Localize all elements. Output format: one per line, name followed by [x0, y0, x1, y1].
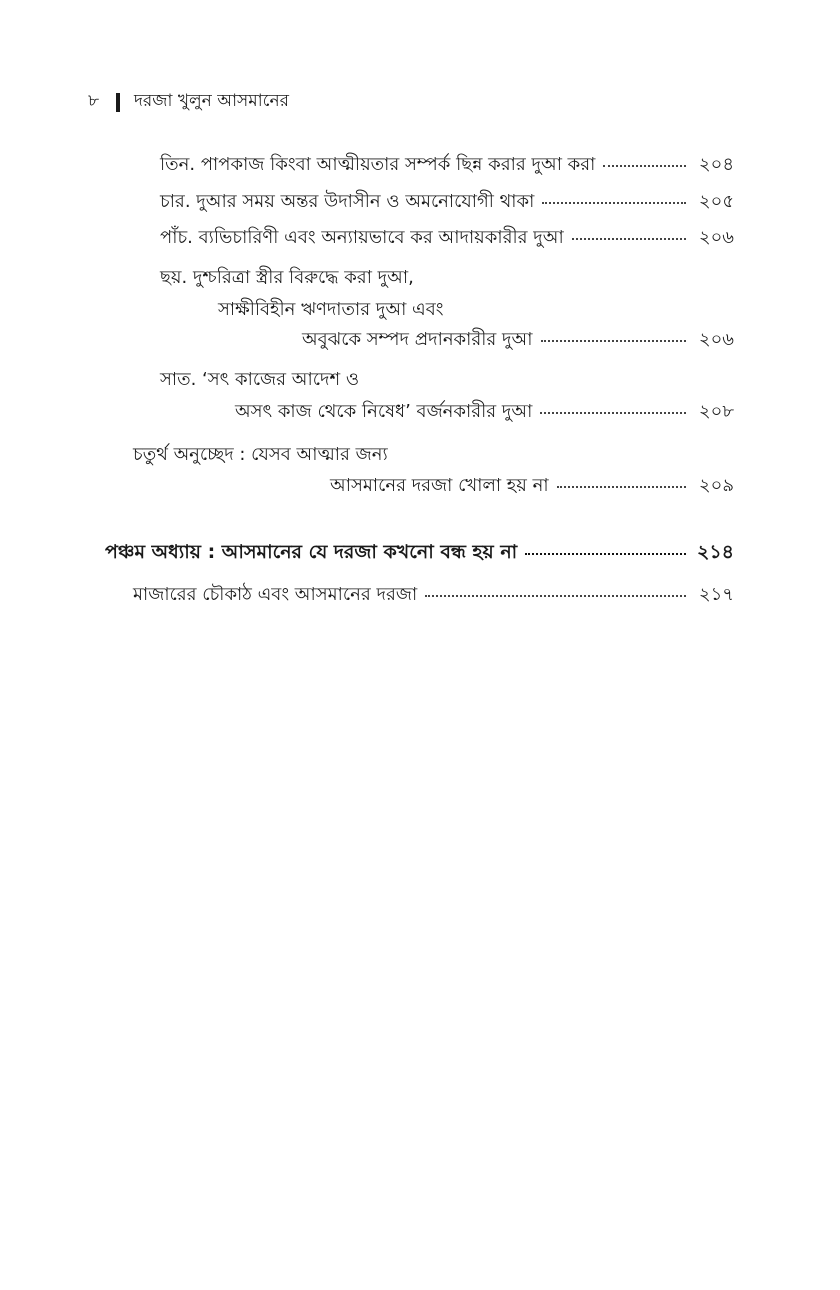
toc-entry-page: ২০৫ [698, 191, 734, 212]
dot-leader [541, 340, 687, 342]
toc-entry-line: চতুর্থ অনুচ্ছেদ : যেসব আত্মার জন্য [133, 444, 388, 465]
toc-entry[interactable] [330, 471, 734, 502]
dot-leader [425, 595, 686, 597]
header-divider [116, 93, 120, 112]
toc-entry-page: ২০৬ [698, 329, 734, 350]
toc-entry-line: সাক্ষীবিহীন ঋণদাতার দুআ এবং [218, 299, 444, 320]
dot-leader [540, 412, 686, 414]
toc-entry-text: চার. দুআর সময় অন্তর উদাসীন ও অমনোযোগী থাকা [160, 191, 535, 212]
toc-chapter-text: পঞ্চম অধ্যায় : আসমানের যে দরজা কখনো বন্ধ হয় না [105, 541, 518, 563]
toc-entry-text: অসৎ কাজ থেকে নিষেধ’ বর্জনকারীর দুআ [235, 401, 533, 422]
toc-entry[interactable] [235, 397, 734, 428]
toc-entry-text: অবুঝকে সম্পদ প্রদানকারীর দুআ [302, 329, 533, 350]
toc-entry-page: ২০৯ [698, 475, 734, 496]
toc-chapter[interactable] [105, 538, 734, 570]
toc-entry-page: ২০৮ [698, 401, 734, 422]
dot-leader [525, 553, 686, 555]
toc-section-text: মাজারের চৌকাঠ এবং আসমানের দরজা [133, 584, 418, 605]
toc-chapter-page: ২১৪ [696, 541, 734, 563]
toc-entry-page: ২০৬ [698, 227, 734, 248]
toc-entry[interactable] [160, 150, 734, 181]
toc-entry-line: ছয়. দুশ্চরিত্রা স্ত্রীর বিরুদ্ধে করা দুআ, [160, 267, 414, 288]
toc-entry-line: সাত. ‘সৎ কাজের আদেশ ও [160, 369, 360, 390]
toc-entry[interactable] [160, 223, 734, 254]
page-number: ৮ [88, 91, 100, 111]
dot-leader [572, 238, 686, 240]
book-title: দরজা খুলুন আসমানের [134, 91, 289, 111]
toc-section-page: ২১৭ [698, 584, 734, 605]
running-header [88, 88, 289, 116]
dot-leader [557, 486, 686, 488]
dot-leader [603, 165, 686, 167]
toc-section[interactable] [133, 580, 734, 611]
toc-entry-text: পাঁচ. ব্যভিচারিণী এবং অন্যায়ভাবে কর আদায়কারীর দুআ [160, 227, 564, 248]
toc-entry[interactable] [160, 187, 734, 218]
toc-entry-text: তিন. পাপকাজ কিংবা আত্মীয়তার সম্পর্ক ছিন্ন করার দুআ করা [160, 154, 596, 175]
toc-entry[interactable] [302, 325, 734, 356]
toc-entry-page: ২০৪ [698, 154, 734, 175]
dot-leader [542, 202, 686, 204]
toc-entry-text: আসমানের দরজা খোলা হয় না [330, 475, 549, 496]
